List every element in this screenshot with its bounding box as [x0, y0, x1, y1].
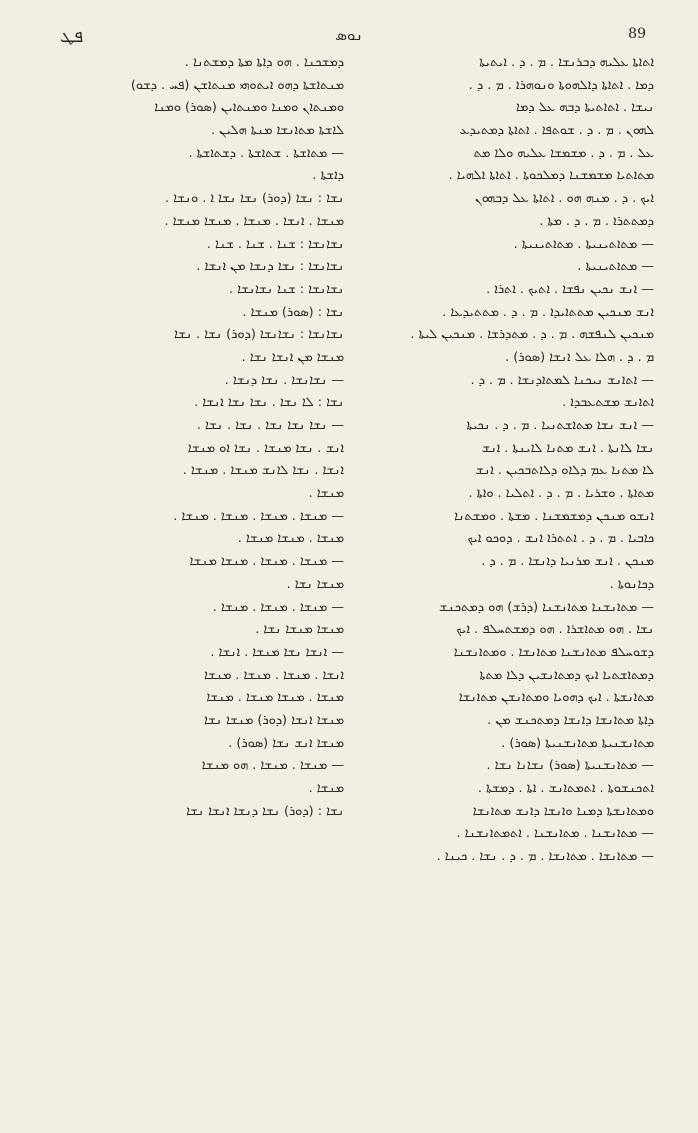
- text-line: — ܡܬܐܢܫܢܝܬܐ (ܣܘܪ) ܢܫܐܢܐ ܢܫܐ .: [486, 758, 654, 774]
- text-line: ܢܫܐܢܫܐ : ܢܫܐ ܕܢܫܐ ܡܢ ܐܢܫܐ .: [196, 259, 344, 275]
- text-line: ܕܐܫܬܐ .: [312, 168, 344, 184]
- text-line: ܠܐܫܬܐ ܡܬܐܢܫܐ ܡܢܬܐ ܗܠܝܢ .: [211, 123, 344, 139]
- text-line: — ܐܬܐܢܫ ܢܝܟܢܐ ܠܡܬܐܕܢܫܐ . ܡ . ܕ .: [470, 372, 654, 388]
- text-line: ܢܫܐ : ܢܫܐ (ܕܘܪ) ܢܫܐ ܢܫܐ ܐ . ܘܢܫܐ .: [164, 191, 344, 207]
- text-line: — ܡܢܫܐ . ܡܢܫܐ . ܡܢܫܐ .: [212, 599, 344, 615]
- text-line: ܢܫܐܢܫܐ : ܢܫܐܢܫܐ (ܕܘܪ) ܢܫܐ . ܢܫܐ: [174, 327, 344, 343]
- text-line: ܐܬܟܢܫܘܬܐ . ܐܬܡܬܐܢܫ . ܐܬܐ . ܕܡܫܬܐ .: [477, 781, 654, 796]
- text-line: ܐܬܐܢܫ ܡܫܬܥܒܕܐ .: [562, 395, 654, 411]
- text-line: ܐܢܫܘ ܡܢܟܢ ܕܡܫܡܫܢܐ . ܡܫܬܐ . ܘܡܫܬܢܐ: [454, 508, 654, 524]
- page-number: 89: [628, 26, 646, 42]
- text-line: ܡܢܟܢ . ܐܢܫ ܡܪܢܝܐ ܕܐܢܫܐ . ܡ . ܕ .: [481, 554, 654, 570]
- text-line: ܢܫܐ ܠܐܢܬܐ . ܐܢܫ ܡܬܢܐ ܠܐܝܢܬܐ . ܐܢܫ: [481, 440, 654, 456]
- text-line: ܘܡܬܐܢܫܬܐ ܕܡܢܐ ܘܐܢܫܐ ܕܐܢܫ ܡܬܐܢܫܐ: [472, 803, 654, 819]
- text-line: ܡܢܫܐ . ܡܢܫܐ ܡܢܫܐ .: [237, 531, 344, 547]
- page-marker: ܦܛ: [60, 26, 84, 47]
- text-line: — ܡܢܫܐ . ܡܢܫܐ . ܡܢܫܐ . ܡܢܫܐ .: [173, 508, 344, 524]
- text-line: ܡܢܫܐ .: [308, 486, 344, 502]
- text-line: ܐܝܟ . ܕ . ܡܢܗ ܗܘ . ܐܬܐܬܐ ܥܠ ܕܒܗܘܢ: [474, 191, 654, 207]
- text-line: ܡܬܐܬܝܐ ܡܫܡܫܢܐ ܕܡܠܟܘܬܐ . ܐܬܐܬܐ ܐܠܗܝܐ .: [448, 168, 654, 184]
- text-line: ܐܢܫܐ . ܡܢܫܐ . ܡܢܫܐ . ܡܢܫܐ: [203, 667, 344, 683]
- text-line: — ܡܬܐܢܫܐ . ܡܬܐܢܫܐ . ܡ . ܕ . ܢܫܐ . ܟܝܢܐ .: [436, 849, 654, 865]
- text-line: ܢܝܫܐ . ܐܬܐܬܝܬܐ ܕܒܗ ܥܠ ܕܡܐ: [515, 100, 654, 116]
- text-line: ܕܡܬܬܪܐ . ܡ . ܕ . ܡܬܐ .: [539, 213, 654, 229]
- text-line: ܡܢܫܐ . ܡܢܫܐ ܡܢܫܐ . ܡܢܫܐ: [206, 690, 344, 706]
- text-line: — ܡܬܐܫܬܐ . ܫܬܐܫܬܐ . ܕܫܬܐܫܬܐ .: [188, 145, 344, 161]
- text-line: ܢܫܐܢܫܐ : ܫܢܐ ܢܫܐܢܫܐ .: [228, 281, 344, 297]
- text-line: ܠܗܘܢ . ܡ . ܕ . ܫܘܬܦܐ . ܐܬܐܬܐ ܕܡܬܝܕܥ: [459, 123, 654, 139]
- text-line: — ܡܢܫܐ . ܡܢܫܐ . ܡܢܫܐ ܡܢܫܐ: [189, 554, 344, 570]
- text-line: ܡ . ܕ . ܗܠܐ ܥܠ ܐܢܫܐ (ܣܘܪ) .: [505, 349, 654, 365]
- text-line: — ܢܫܐ ܢܫܐ ܢܫܐ . ܢܫܐ . ܢܫܐ .: [196, 418, 344, 433]
- text-line: ܡܢܬܐܫܬܐ ܕܗܘ ܐܝܬܘܗܝ ܡܢܬܐܫܢ (ܦܚ . ܕܫܘ): [130, 77, 344, 93]
- text-line: ܐܢܫܐ . ܢܫܐ ܠܐܢܫ ܡܢܫܐ . ܡܢܫܐ .: [182, 463, 344, 479]
- text-line: ܐܢܫ ܡܢܟܝܢ ܡܬܬܐܝܕܐ . ܡ . ܕ . ܡܬܬܝܕܥܐ .: [442, 304, 654, 320]
- text-line: ܕܡܫܟܢܐ . ܗܘ ܕܐܬܐ ܡܬܐ ܕܡܫܬܢܐ .: [184, 55, 344, 70]
- text-line: ܢܫܐ . ܗܘ ܡܬܐܫܪܐ . ܗܘ ܕܡܫܬܚܠܦ . ܐܝܟ: [456, 622, 654, 638]
- text-line: — ܐܢܫ ܢܫܐ ܡܬܐܫܬܢܝܐ . ܡ . ܕ . ܢܟܝܬܐ: [466, 418, 654, 433]
- text-line: ܡܢܫܐ . ܐܢܫܐ . ܡܢܫܐ . ܡܢܫܐ ܡܢܫܐ .: [164, 213, 344, 229]
- text-line: ܟܐܒܝܐ . ܡ . ܕ . ܐܬܬܪܐ ܐܢܫ . ܕܘܟܘ ܐܝܟ: [467, 531, 654, 547]
- text-line: ܢܫܐܢܫܐ : ܫܢܐ . ܫܢܐ . ܫܢܐ .: [206, 236, 344, 252]
- running-head: ܢܘܣ: [335, 26, 363, 44]
- text-line: — ܡܬܐܬܝܢܝܬܐ . ܡܬܐܬܝܢܝܬܐ .: [513, 236, 654, 252]
- text-line: ܢܫܐ : (ܣܘܪ) ܡܢܫܐ .: [242, 304, 344, 320]
- text-line: ܡܢܫܐ .: [308, 781, 344, 796]
- text-line: ܥܠ . ܡ . ܕ . ܡܫܡܫܐ ܥܠܝܗ ܘܠܐ ܡܬ: [473, 145, 654, 161]
- text-line: ܕܡܐ . ܐܬܐܬܐ ܕܐܠܗܘܬܐ ܘܢܘܗܪܐ . ܡ . ܕ .: [468, 77, 654, 93]
- text-line: ܡܢܫܐ ܡܢ ܐܢܫܐ ܢܫܐ .: [241, 349, 344, 365]
- text-line: ܕܟܐܢܘܬܐ .: [609, 576, 654, 592]
- text-line: — ܡܢܫܐ . ܡܢܫܐ . ܗܘ ܡܢܫܐ: [201, 758, 344, 774]
- text-line: ܕܡܬܐܫܬܝܐ ܐܝܟ ܕܡܬܐܢܫܝܢ ܕܠܐ ܡܬܬܐ: [479, 667, 654, 683]
- text-line: — ܢܫܐܢܫܐ . ܢܫܐ ܕܢܫܐ .: [224, 372, 344, 388]
- text-line: ܕܫܘܚܠܦ ܡܬܐܢܫܢܐ ܡܬܐܢܫܐ . ܘܡܬܐܢܫܢܐ: [453, 644, 654, 660]
- text-line: — ܡܬܐܢܫܢܐ . ܡܬܐܢܫܢܐ . ܐܬܡܬܐܢܫܢܐ .: [456, 826, 654, 842]
- text-line: ܡܢܫܐ ܐܢܫ ܢܫܐ (ܣܘܪ) .: [228, 735, 344, 751]
- text-line: — ܐܢܫ ܢܟܝܢ ܢܦܫܐ . ܐܬܝܟ . ܐܬܪܐ .: [486, 281, 654, 297]
- text-line: ܘܡܢܬܐܢ ܘܡܢܐ ܘܡܢܬܐܝܢ (ܣܘܪ) ܘܡܢܐ: [154, 100, 344, 116]
- text-line: ܡܢܟܝܢ ܠܢܦܫܗ . ܡ . ܕ . ܡܬܕܪܫܐ . ܡܢܟܝܢ ܠܝܬܐ .: [410, 327, 654, 343]
- text-line: ܢܫܐ : (ܕܘܪ) ܢܫܐ ܕܢܫܐ ܐܢܫܐ ܢܫܐ: [186, 803, 344, 819]
- text-line: ܠܐ ܡܬܢܐ ܥܡ ܕܠܐܘ ܕܠܐܬܒܟܝܢ . ܐܢܫ: [475, 463, 654, 479]
- text-line: ܐܢܫ . ܢܫܐ ܡܢܫܐ . ܢܫܐ ܐܘ ܡܢܫܐ: [187, 440, 344, 456]
- text-line: ܡܢܫܐ ܐܢܫܐ (ܕܘܪ) ܡܢܫܐ ܢܫܐ: [204, 712, 344, 728]
- text-line: ܡܬܐܢܫܢܝܬܐ ܡܬܐܢܫܢܝܬܐ (ܣܘܪ) .: [501, 735, 654, 751]
- text-line: — ܐܢܫܐ ܢܫܐ ܡܢܫܐ . ܐܢܫܐ .: [210, 644, 344, 660]
- right-column: [362, 52, 654, 869]
- text-line: ܡܬܐܢܫܬܐ . ܐܝܟ ܕܗܘܝܐ ܘܡܬܐܢܫܢ ܡܬܐܢܫܐ: [458, 690, 654, 706]
- text-line: ܐܬܐܬܐ ܥܠܝܗ ܕܒܪܢܫܐ . ܡ . ܕ . ܐܝܬܝܬܐ: [479, 55, 654, 70]
- text-line: ܢܫܐ : ܠܐ ܢܫܐ . ܢܫܐ ܢܫܐ ܐܢܫܐ .: [194, 395, 344, 411]
- left-column: [52, 52, 344, 823]
- text-line: — ܡܬܐܬܝܢܝܬܐ .: [577, 259, 654, 275]
- text-line: ܡܢܫܐ ܢܫܐ .: [286, 576, 344, 592]
- text-line: ܡܬܐܬܐ . ܘܫܪܝܐ . ܡ . ܕ . ܐܬܠܝܐ . ܘܐܬܐ .: [468, 486, 654, 502]
- text-line: — ܡܬܐܢܫܢܐ ܡܬܐܢܫܢܐ (ܕܪܫ) ܗܘ ܕܡܬܟܢܫ: [438, 599, 654, 615]
- text-line: ܡܢܫܐ ܡܢܫܐ ܢܫܐ .: [255, 622, 344, 638]
- text-line: ܕܐܬܐ ܡܬܐܢܫܐ ܕܐܢܫܐ ܕܡܬܟܢܫ ܡܢ .: [487, 712, 654, 728]
